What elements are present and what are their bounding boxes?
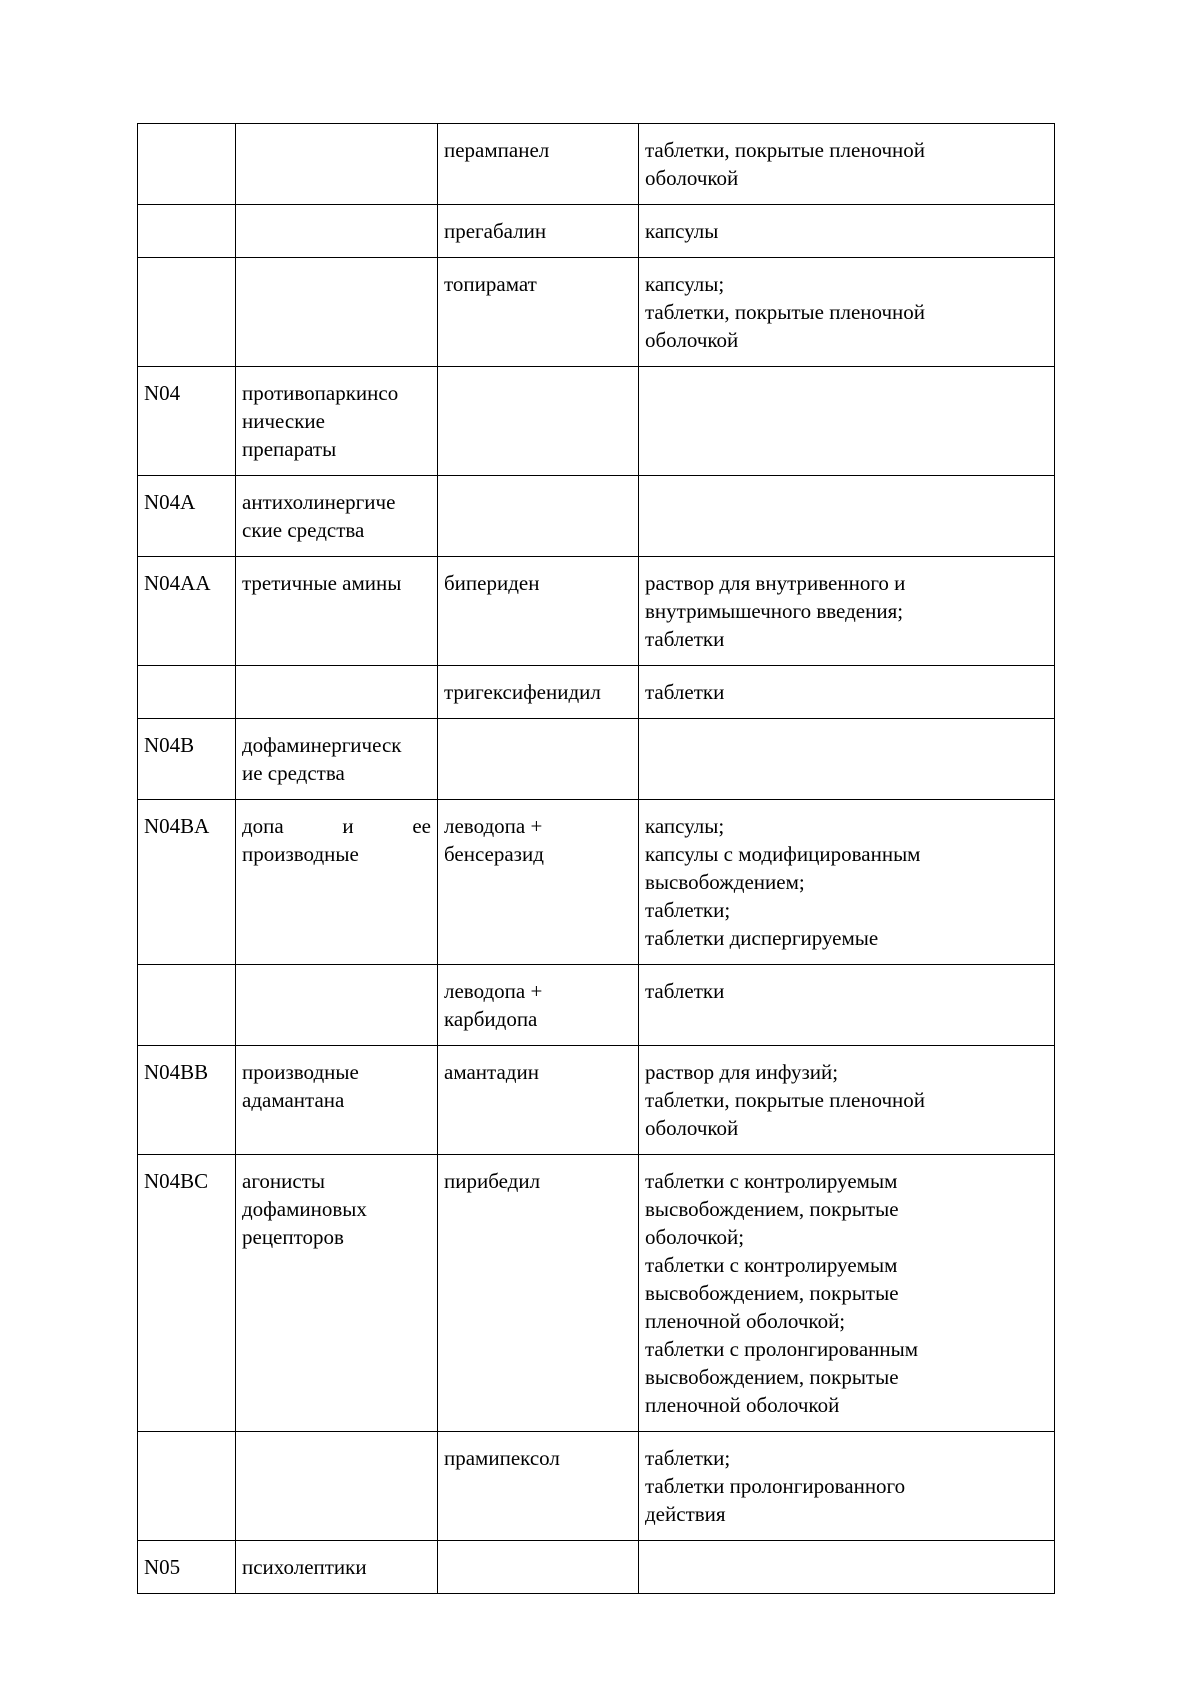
table-row [138, 965, 1055, 1046]
drug-name-cell: тригексифенидил [438, 666, 639, 719]
table-row [138, 1432, 1055, 1541]
group-cell [236, 1432, 438, 1541]
dosage-form-cell: таблетки, покрытые пленочной оболочкой [639, 124, 1055, 205]
atc-code-cell: N04B [138, 719, 236, 800]
table-row [138, 1046, 1055, 1155]
atc-code-cell: N04BA [138, 800, 236, 965]
table-row [138, 124, 1055, 205]
group-cell [236, 205, 438, 258]
atc-code-cell [138, 666, 236, 719]
table-row [138, 367, 1055, 476]
dosage-form-cell: таблетки [639, 965, 1055, 1046]
atc-code-cell [138, 965, 236, 1046]
dosage-form-cell: таблетки [639, 666, 1055, 719]
dosage-form-cell [639, 476, 1055, 557]
group-first-line [242, 812, 431, 840]
atc-code-cell: N04 [138, 367, 236, 476]
table-row [138, 800, 1055, 965]
group-word: ее [412, 814, 431, 838]
table-row [138, 476, 1055, 557]
group-second-line: производные [242, 842, 359, 866]
dosage-form-cell: капсулы [639, 205, 1055, 258]
table-row [138, 719, 1055, 800]
group-cell [236, 800, 438, 965]
table-row [138, 557, 1055, 666]
group-cell [236, 666, 438, 719]
group-cell: агонисты дофаминовых рецепторов [236, 1155, 438, 1432]
group-cell: третичные амины [236, 557, 438, 666]
group-cell: производные адамантана [236, 1046, 438, 1155]
dosage-form-cell: таблетки; таблетки пролонгированного действия [639, 1432, 1055, 1541]
drug-name-cell [438, 1541, 639, 1594]
drug-name-cell [438, 476, 639, 557]
drug-name-cell: перампанел [438, 124, 639, 205]
atc-code-cell: N04AA [138, 557, 236, 666]
dosage-form-cell: капсулы; капсулы с модифицированным высвобождением; таблетки; таблетки диспергируемые [639, 800, 1055, 965]
atc-code-cell [138, 258, 236, 367]
drug-name-cell [438, 367, 639, 476]
table-row [138, 205, 1055, 258]
table-row [138, 666, 1055, 719]
dosage-form-cell: раствор для внутривенного и внутримышечного введения; таблетки [639, 557, 1055, 666]
drug-name-cell [438, 719, 639, 800]
drug-name-cell: прегабалин [438, 205, 639, 258]
group-cell: дофаминергическ ие средства [236, 719, 438, 800]
group-cell [236, 258, 438, 367]
group-cell: психолептики [236, 1541, 438, 1594]
group-word: допа [242, 814, 284, 838]
drug-name-cell: прамипексол [438, 1432, 639, 1541]
dosage-form-cell [639, 1541, 1055, 1594]
atc-code-cell: N05 [138, 1541, 236, 1594]
dosage-form-cell: раствор для инфузий; таблетки, покрытые пленочной оболочкой [639, 1046, 1055, 1155]
dosage-form-cell: капсулы; таблетки, покрытые пленочной оболочкой [639, 258, 1055, 367]
atc-code-cell: N04A [138, 476, 236, 557]
table-row [138, 1541, 1055, 1594]
drug-name-cell: амантадин [438, 1046, 639, 1155]
group-cell: антихолинергиче ские средства [236, 476, 438, 557]
atc-code-cell [138, 205, 236, 258]
group-cell [236, 965, 438, 1046]
drug-name-cell: пирибедил [438, 1155, 639, 1432]
group-cell [236, 124, 438, 205]
group-word: и [342, 814, 354, 838]
drug-name-cell: бипериден [438, 557, 639, 666]
atc-code-cell: N04BB [138, 1046, 236, 1155]
table-row [138, 258, 1055, 367]
drug-name-cell: топирамат [438, 258, 639, 367]
drug-classification-table [137, 123, 1055, 1594]
group-cell: противопаркинсо нические препараты [236, 367, 438, 476]
atc-code-cell [138, 124, 236, 205]
drug-name-cell: леводопа + бенсеразид [438, 800, 639, 965]
dosage-form-cell: таблетки с контролируемым высвобождением, покрытые оболочкой; таблетки с контролируемым высвобождением, покрытые пленочной оболочкой; таблетки с пролонгированным высвобождением, покрытые пленочной оболочкой [639, 1155, 1055, 1432]
atc-code-cell: N04BC [138, 1155, 236, 1432]
atc-code-cell [138, 1432, 236, 1541]
dosage-form-cell [639, 367, 1055, 476]
drug-name-cell: леводопа + карбидопа [438, 965, 639, 1046]
table-row [138, 1155, 1055, 1432]
dosage-form-cell [639, 719, 1055, 800]
